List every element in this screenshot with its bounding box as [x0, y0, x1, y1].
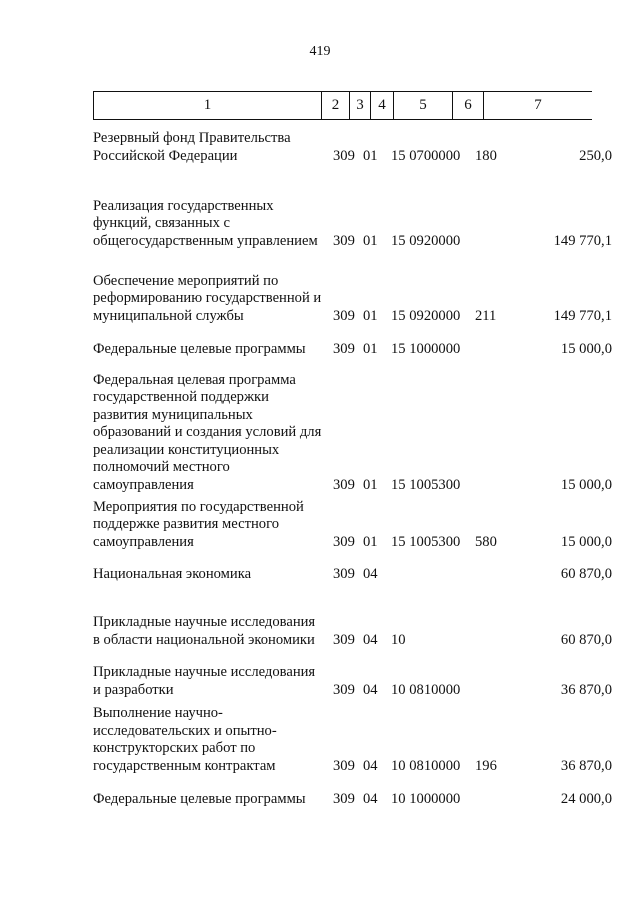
- row-target-code: 15 0920000: [391, 307, 461, 324]
- row-amount: 15 000,0: [560, 476, 612, 493]
- table-row: [0, 190, 640, 250]
- row-target-code: 15 1005300: [391, 533, 461, 550]
- table-row: [0, 748, 640, 808]
- row-name: Резервный фонд Правительства Российской Федерации: [93, 130, 291, 164]
- row-amount: 250,0: [579, 147, 612, 164]
- row-amount: 15 000,0: [560, 533, 612, 550]
- row-section-code: 01: [363, 533, 378, 550]
- row-ministry-code: 309: [333, 565, 355, 582]
- row-section-code: 04: [363, 757, 378, 774]
- row-name: Выполнение научно-исследовательских и опытно-конструкторских работ по государственным контрактам: [93, 705, 277, 774]
- row-amount: 36 870,0: [560, 681, 612, 698]
- row-ministry-code: 309: [333, 631, 355, 648]
- column-header-6: 6: [453, 92, 484, 120]
- row-name: Федеральная целевая программа государственной поддержки развития муниципальных образований и создания условий для реализации конституционных полномочий местного самоуправления: [93, 371, 322, 493]
- row-expense-type: 180: [475, 147, 497, 164]
- row-section-code: 01: [363, 340, 378, 357]
- table-row: [0, 371, 640, 494]
- row-ministry-code: 309: [333, 757, 355, 774]
- row-ministry-code: 309: [333, 790, 355, 807]
- row-section-code: 04: [363, 565, 378, 582]
- row-amount: 60 870,0: [560, 631, 612, 648]
- row-ministry-code: 309: [333, 307, 355, 324]
- column-header-7: 7: [484, 92, 593, 120]
- row-amount: 36 870,0: [560, 757, 612, 774]
- row-ministry-code: 309: [333, 681, 355, 698]
- row-section-code: 01: [363, 476, 378, 493]
- row-name: Федеральные целевые программы: [93, 790, 306, 807]
- row-ministry-code: 309: [333, 147, 355, 164]
- row-amount: 15 000,0: [560, 340, 612, 357]
- row-target-code: 15 1005300: [391, 476, 461, 493]
- row-section-code: 04: [363, 681, 378, 698]
- page-number: 419: [309, 44, 331, 59]
- row-target-code: 15 1000000: [391, 340, 461, 357]
- row-name: Федеральные целевые программы: [93, 340, 306, 357]
- row-target-code: 10: [391, 631, 406, 648]
- table-row: [0, 298, 640, 358]
- row-section-code: 01: [363, 232, 378, 249]
- row-ministry-code: 309: [333, 476, 355, 493]
- row-expense-type: 196: [475, 757, 497, 774]
- table-row: [0, 105, 640, 165]
- row-expense-type: 580: [475, 533, 497, 550]
- row-amount: 24 000,0: [560, 790, 612, 807]
- row-expense-type: 211: [475, 307, 497, 324]
- column-header-1: 1: [94, 92, 322, 120]
- row-name: Прикладные научные исследования и разработки: [93, 664, 316, 698]
- row-section-code: 04: [363, 631, 378, 648]
- row-section-code: 01: [363, 307, 378, 324]
- row-name: Реализация государственных функций, связанных с общегосударственным управлением: [93, 197, 318, 249]
- row-amount: 60 870,0: [560, 565, 612, 582]
- column-header-5: 5: [394, 92, 453, 120]
- row-amount: 149 770,1: [553, 232, 612, 249]
- column-header-2: 2: [322, 92, 350, 120]
- row-target-code: 10 0810000: [391, 757, 461, 774]
- row-section-code: 04: [363, 790, 378, 807]
- column-header-3: 3: [350, 92, 371, 120]
- row-amount: 149 770,1: [553, 307, 612, 324]
- row-target-code: 15 0700000: [391, 147, 461, 164]
- table-row: [0, 639, 640, 699]
- row-name: Национальная экономика: [93, 565, 252, 582]
- row-ministry-code: 309: [333, 533, 355, 550]
- row-target-code: 10 0810000: [391, 681, 461, 698]
- row-name: Мероприятия по государственной поддержке развития местного самоуправления: [93, 498, 304, 550]
- row-ministry-code: 309: [333, 340, 355, 357]
- row-ministry-code: 309: [333, 232, 355, 249]
- row-name: Прикладные научные исследования в области национальной экономики: [93, 614, 316, 648]
- row-name: Обеспечение мероприятий по реформированию государственной и муниципальной службы: [93, 272, 322, 324]
- row-section-code: 01: [363, 147, 378, 164]
- row-target-code: 10 1000000: [391, 790, 461, 807]
- row-target-code: 15 0920000: [391, 232, 461, 249]
- column-header-4: 4: [371, 92, 394, 120]
- table-row: [0, 523, 640, 583]
